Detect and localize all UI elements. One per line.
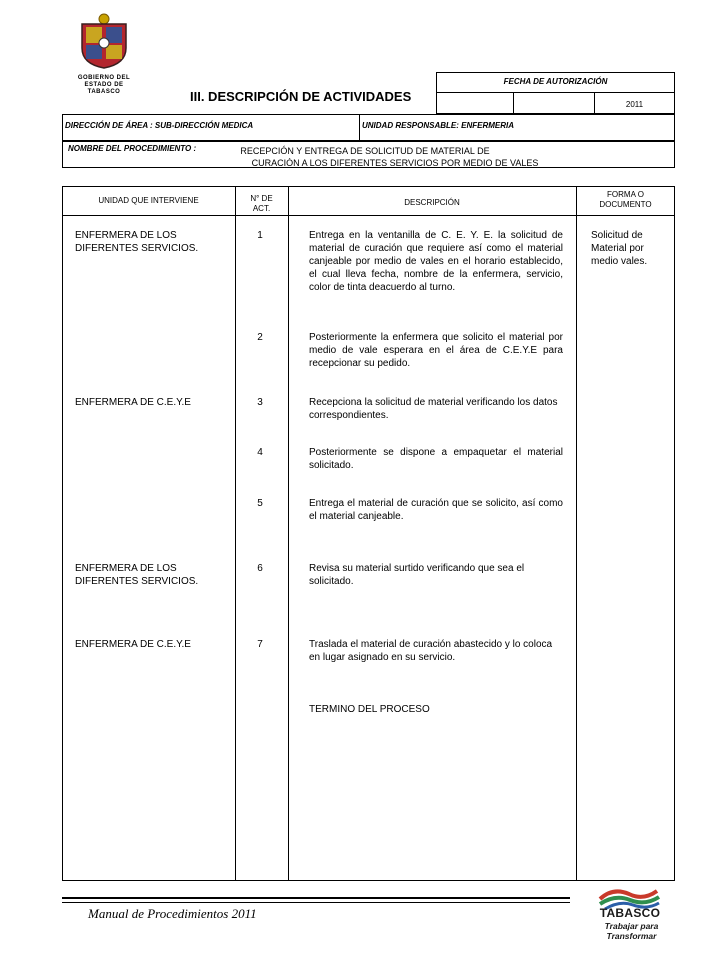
unidad-cell: ENFERMERA DE LOS DIFERENTES SERVICIOS. bbox=[75, 563, 199, 587]
activity-number: 2 bbox=[257, 332, 263, 343]
unidad-cell: ENFERMERA DE LOS DIFERENTES SERVICIOS. bbox=[75, 230, 199, 254]
authorization-year: 2011 bbox=[625, 100, 644, 109]
auth-cell-divider-1 bbox=[513, 92, 514, 114]
header-forma-line2: DOCUMENTO bbox=[599, 200, 652, 209]
authorization-divider bbox=[436, 92, 675, 93]
col-divider-3 bbox=[576, 186, 577, 881]
header-unidad: UNIDAD QUE INTERVIENE bbox=[98, 196, 199, 205]
section-title: III. DESCRIPCIÓN DE ACTIVIDADES bbox=[190, 89, 412, 104]
direction-divider bbox=[359, 114, 360, 141]
responsible-unit-label: UNIDAD RESPONSABLE: ENFERMERIA bbox=[362, 121, 515, 130]
activity-number: 1 bbox=[257, 230, 263, 241]
activity-number: 5 bbox=[257, 498, 263, 509]
procedure-name-line2: CURACIÓN A LOS DIFERENTES SERVICIOS POR MEDIO DE VALES bbox=[251, 158, 539, 168]
table-header-divider bbox=[62, 215, 675, 216]
activity-description: Entrega en la ventanilla de C. E. Y. E. la solicitud de material de curación que requiere así como el material canjeable por medio de vales en el horario establecido, el cual lleva fecha, nombre de la enfermera, servicio, color de tinta deacuerdo al turno. bbox=[309, 230, 563, 293]
coat-of-arms-logo bbox=[74, 12, 134, 95]
unidad-cell: ENFERMERA DE C.E.Y.E bbox=[75, 639, 191, 650]
header-num-line2: ACT. bbox=[252, 204, 271, 213]
col-divider-1 bbox=[235, 186, 236, 881]
footer-rule-thick bbox=[62, 897, 570, 899]
activity-description: Traslada el material de curación abastecido y lo coloca en lugar asignado en su servicio. bbox=[309, 639, 553, 663]
activity-description: Entrega el material de curación que se solicito, así como el material canjeable. bbox=[309, 498, 563, 522]
government-text: GOBIERNO DEL ESTADO DE TABASCO bbox=[77, 75, 131, 95]
activity-number: 4 bbox=[257, 447, 263, 458]
footer-rule-thin bbox=[62, 902, 570, 903]
activity-number: 7 bbox=[257, 639, 263, 650]
col-divider-2 bbox=[288, 186, 289, 881]
activity-description: Posteriormente la enfermera que solicito el material por medio de vale esperara en el área de C.E.Y.E para recepcionar su pedido. bbox=[309, 332, 563, 369]
header-num-line1: N° DE bbox=[250, 194, 273, 203]
procedure-label: NOMBRE DEL PROCEDIMIENTO : bbox=[68, 144, 197, 153]
procedure-name-line1: RECEPCIÓN Y ENTREGA DE SOLICITUD DE MATERIAL DE bbox=[240, 146, 490, 156]
unidad-cell: ENFERMERA DE C.E.Y.E bbox=[75, 397, 191, 408]
authorization-label: FECHA DE AUTORIZACIÓN bbox=[503, 77, 608, 86]
activity-description: Revisa su material surtido verificando que sea el solicitado. bbox=[309, 563, 525, 587]
activity-number: 6 bbox=[257, 563, 263, 574]
tabasco-logo bbox=[585, 885, 680, 945]
tabasco-slogan: Trabajar para Transformar bbox=[604, 921, 659, 941]
header-descripcion: DESCRIPCIÓN bbox=[404, 198, 460, 207]
direction-label: DIRECCIÓN DE ÁREA : SUB-DIRECCIÓN MEDICA bbox=[65, 121, 254, 130]
activity-description: Posteriormente se dispone a empaquetar el material solicitado. bbox=[309, 447, 563, 471]
document-form: Solicitud de Material por medio vales. bbox=[591, 230, 648, 267]
header-forma-line1: FORMA O bbox=[607, 190, 644, 199]
process-end-text: TERMINO DEL PROCESO bbox=[309, 704, 430, 715]
manual-footer-text: Manual de Procedimientos 2011 bbox=[88, 906, 257, 921]
activity-description: Recepciona la solicitud de material verificando los datos correspondientes. bbox=[309, 397, 558, 421]
tabasco-logo-word: TABASCO bbox=[599, 906, 661, 920]
activity-number: 3 bbox=[257, 397, 263, 408]
